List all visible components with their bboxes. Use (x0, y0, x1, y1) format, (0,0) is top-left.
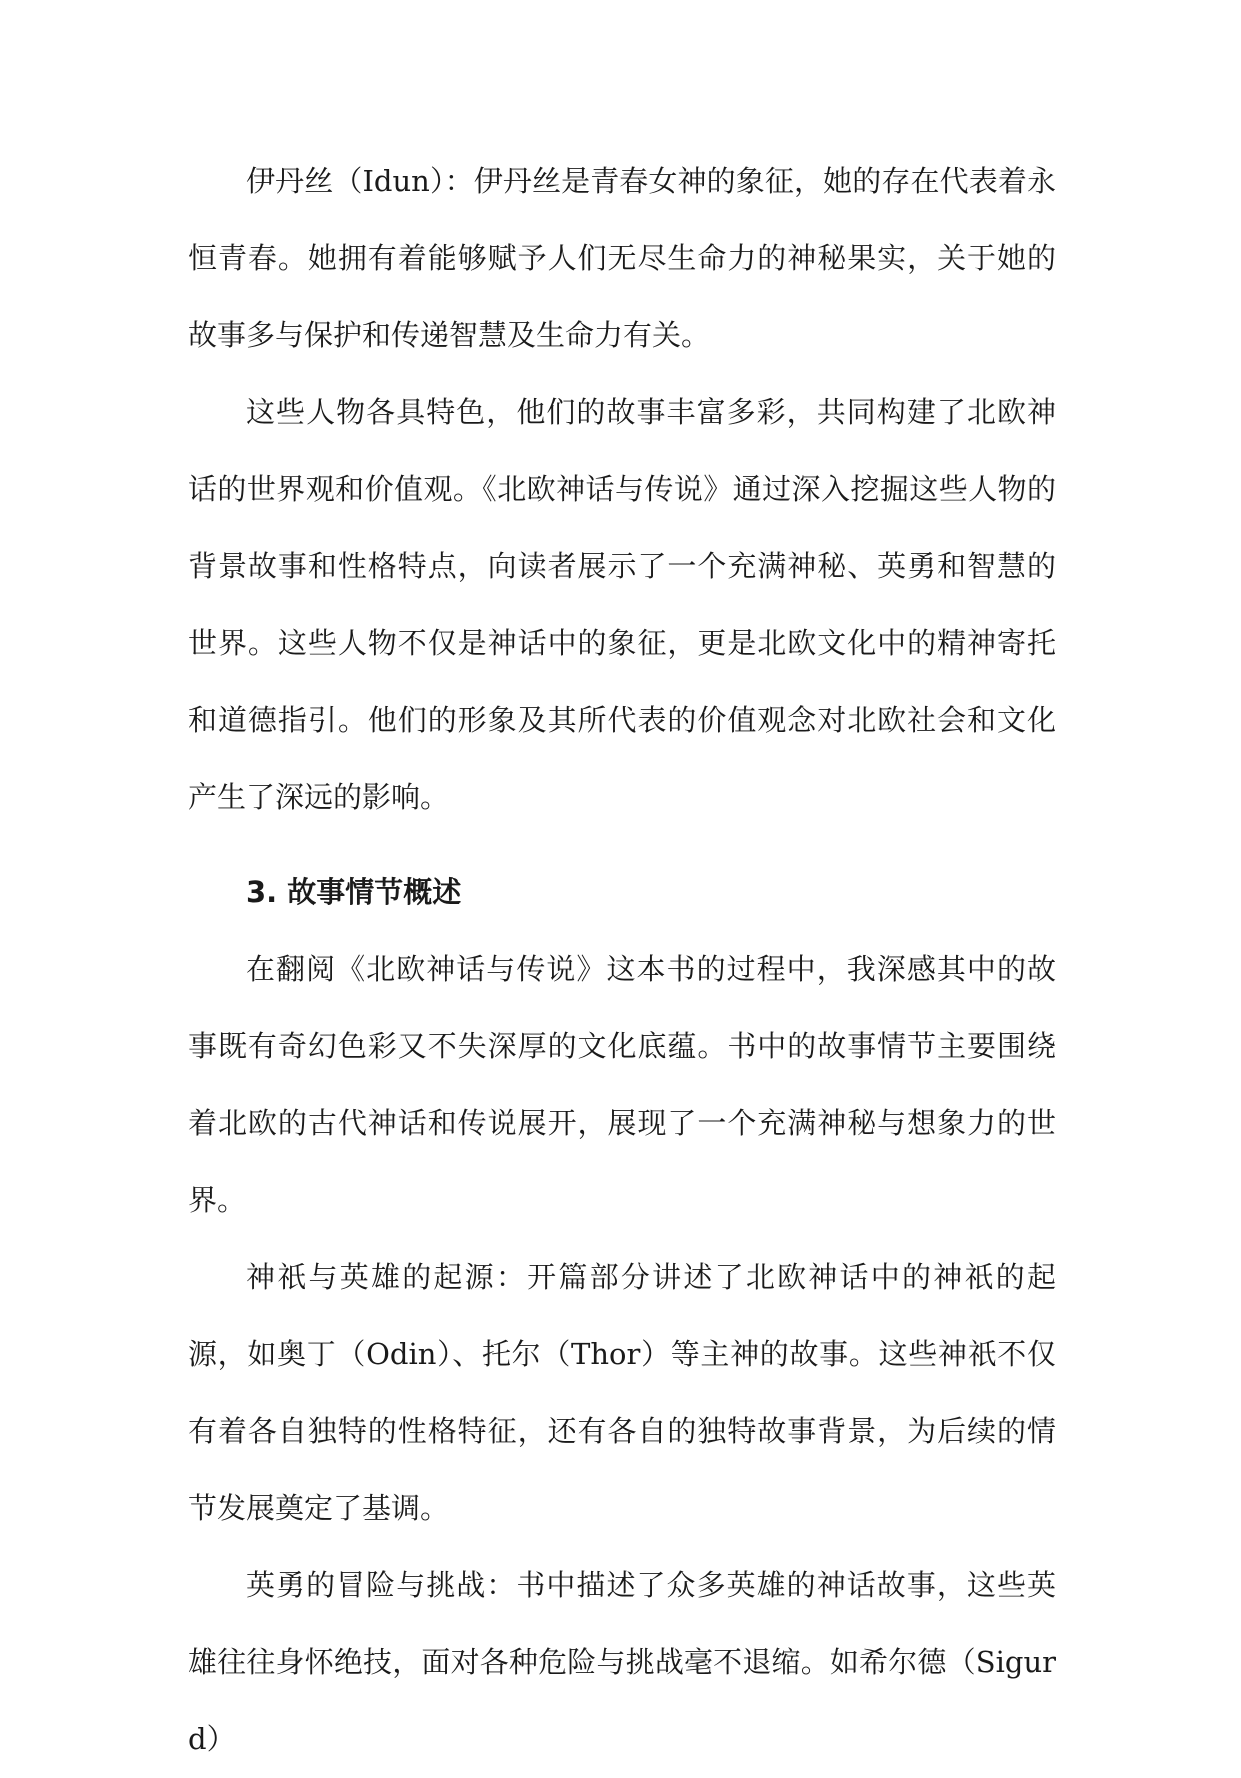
paragraph-idun: 伊丹丝（Idun）：伊丹丝是青春女神的象征，她的存在代表着永恒青春。她拥有着能够赋予人们无尽生命力的神秘果实，关于她的故事多与保护和传递智慧及生命力有关。 (188, 164, 1056, 352)
paragraph-characters-summary: 这些人物各具特色，他们的故事丰富多彩，共同构建了北欧神话的世界观和价值观。《北欧神话与传说》通过深入挖掘这些人物的背景故事和性格特点，向读者展示了一个充满神秘、英勇和智慧的世界。这些人物不仅是神话中的象征，更是北欧文化中的精神寄托和道德指引。他们的形象及其所代表的价值观念对北欧社会和文化产生了深远的影响。 (188, 395, 1056, 814)
paragraph-gods-origin: 神祇与英雄的起源：开篇部分讲述了北欧神话中的神祇的起源，如奥丁（Odin）、托尔（Thor）等主神的故事。这些神祇不仅有着各自独特的性格特征，还有各自的独特故事背景，为后续的情节发展奠定了基调。 (188, 1260, 1056, 1525)
paragraph-heroes-adventure: 英勇的冒险与挑战：书中描述了众多英雄的神话故事，这些英雄往往身怀绝技，面对各种危险与挑战毫不退缩。如希尔德（Sigurd） (188, 1568, 1056, 1756)
document-body (188, 143, 1056, 1778)
paragraph-plot-intro: 在翻阅《北欧神话与传说》这本书的过程中，我深感其中的故事既有奇幻色彩又不失深厚的文化底蕴。书中的故事情节主要围绕着北欧的古代神话和传说展开，展现了一个充满神秘与想象力的世界。 (188, 952, 1056, 1217)
section-heading: 3. 故事情节概述 (246, 875, 462, 909)
